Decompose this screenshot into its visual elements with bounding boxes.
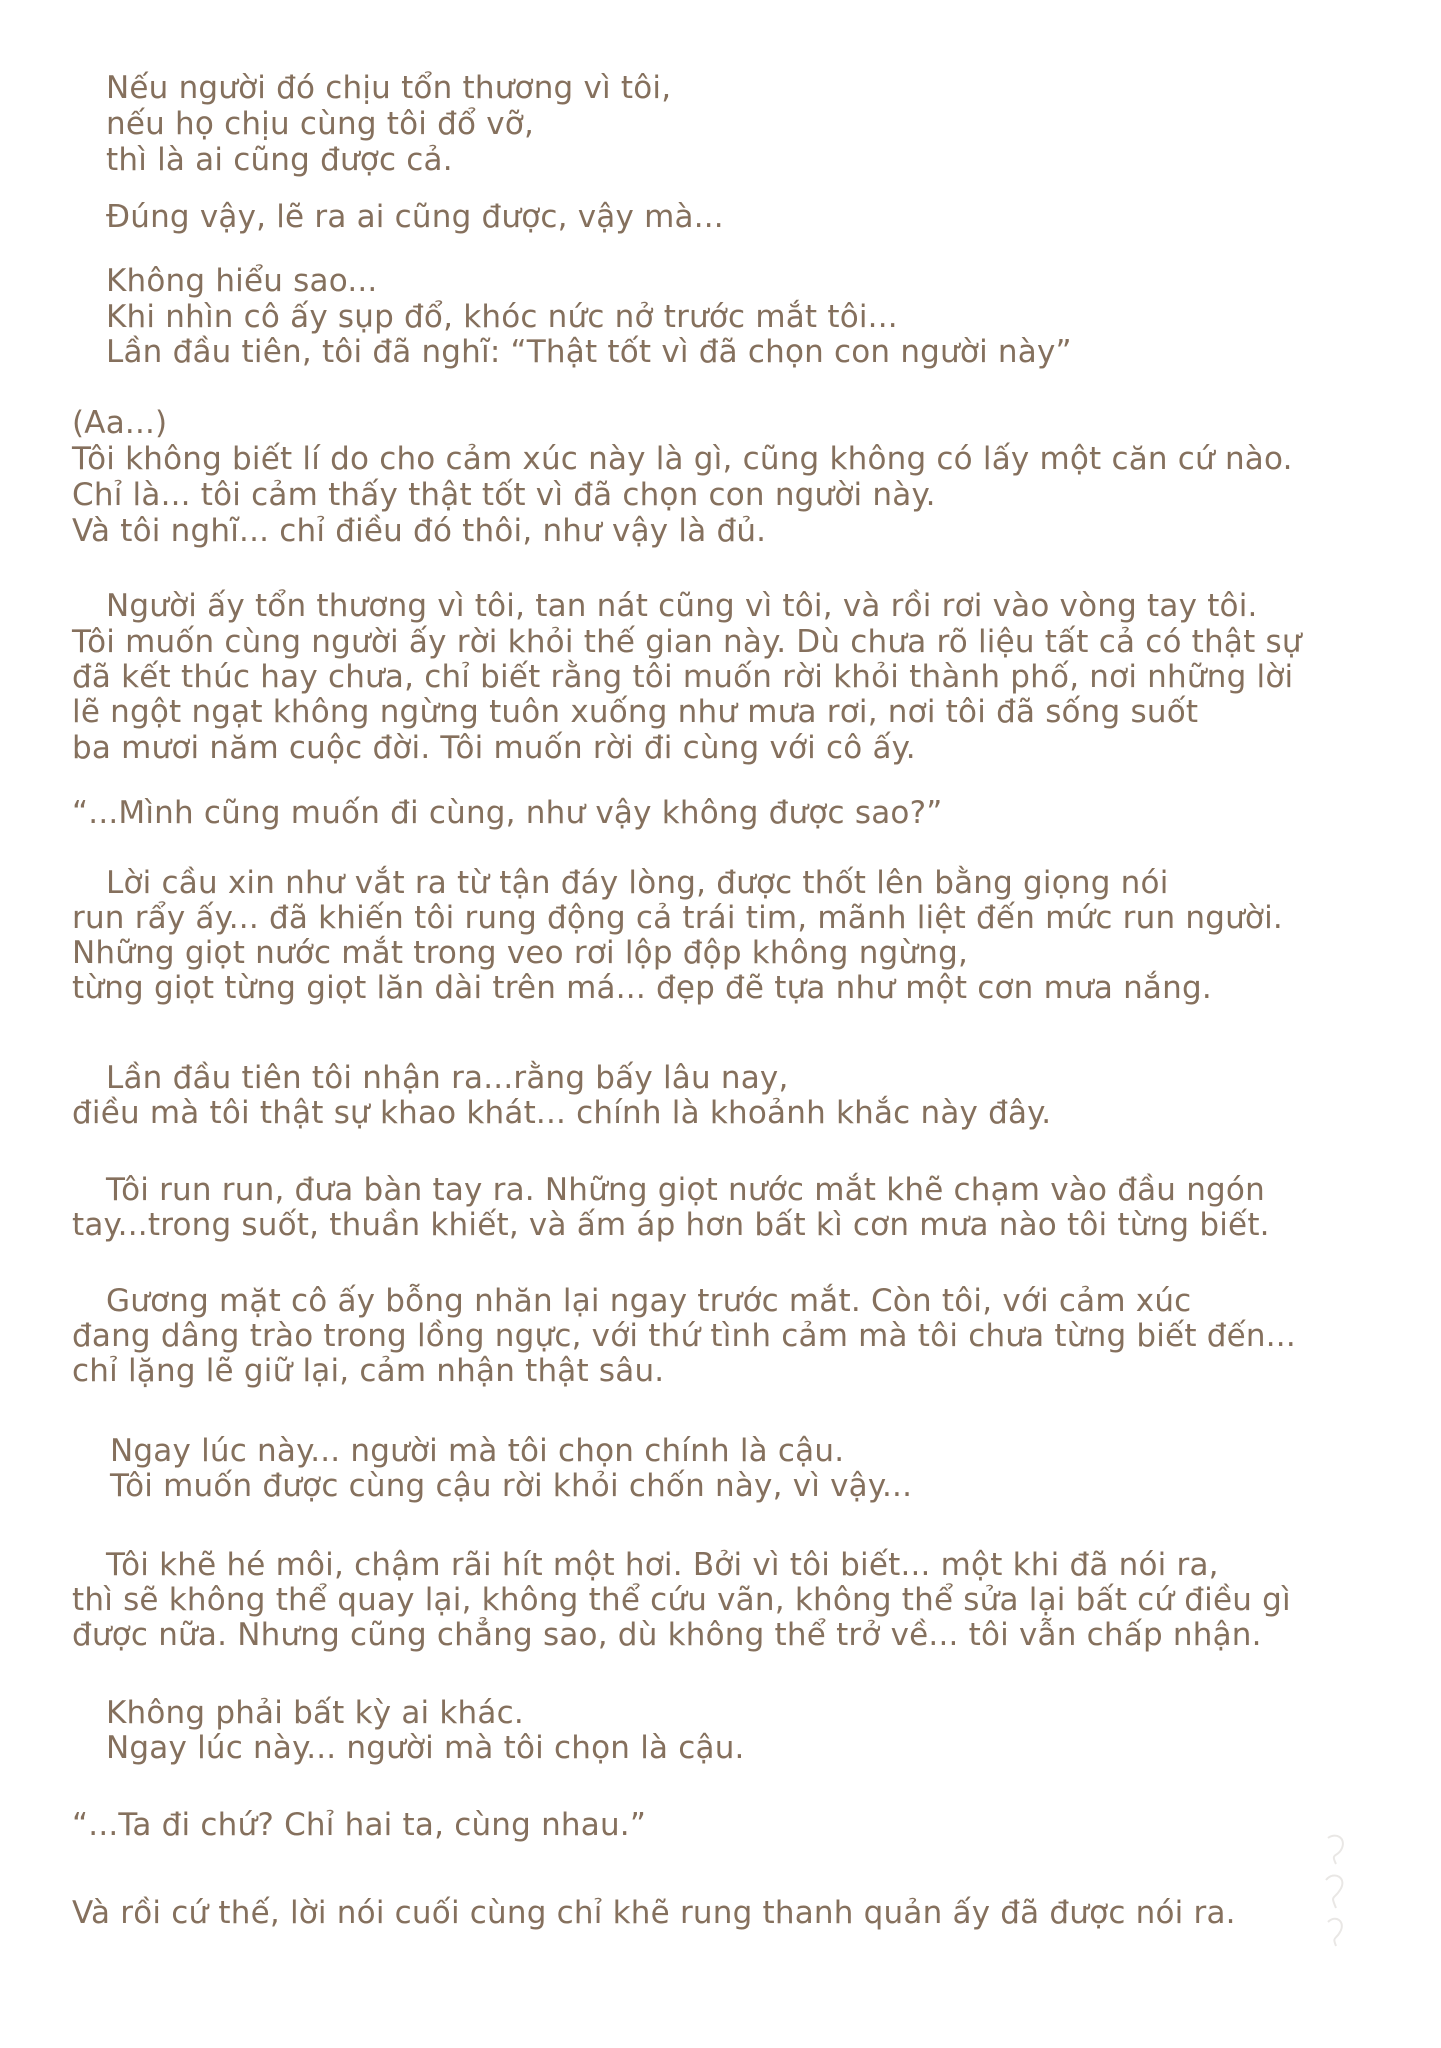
text-line: Lần đầu tiên, tôi đã nghĩ: “Thật tốt vì đã chọn con người này” bbox=[106, 334, 1072, 370]
text-line: Khi nhìn cô ấy sụp đổ, khóc nức nở trước mắt tôi... bbox=[106, 299, 898, 335]
text-line: được nữa. Nhưng cũng chẳng sao, dù không thể trở về... tôi vẫn chấp nhận. bbox=[72, 1617, 1262, 1653]
text-line: tay...trong suốt, thuần khiết, và ấm áp hơn bất kì cơn mưa nào tôi từng biết. bbox=[72, 1207, 1270, 1243]
text-line: từng giọt từng giọt lăn dài trên má... đẹp đẽ tựa như một cơn mưa nắng. bbox=[72, 970, 1212, 1006]
text-line: Tôi khẽ hé môi, chậm rãi hít một hơi. Bởi vì tôi biết... một khi đã nói ra, bbox=[106, 1547, 1219, 1583]
text-line: Tôi run run, đưa bàn tay ra. Những giọt nước mắt khẽ chạm vào đầu ngón bbox=[106, 1172, 1265, 1208]
text-line: Không hiểu sao... bbox=[106, 263, 378, 299]
text-line: đã kết thúc hay chưa, chỉ biết rằng tôi muốn rời khỏi thành phố, nơi những lời bbox=[72, 659, 1294, 695]
text-line: Đúng vậy, lẽ ra ai cũng được, vậy mà... bbox=[106, 199, 724, 235]
text-line: Ngay lúc này... người mà tôi chọn chính là cậu. bbox=[110, 1433, 845, 1469]
text-line: nếu họ chịu cùng tôi đổ vỡ, bbox=[106, 106, 535, 142]
text-line: Tôi muốn được cùng cậu rời khỏi chốn này, vì vậy... bbox=[110, 1468, 913, 1504]
text-line: thì sẽ không thể quay lại, không thể cứu vãn, không thể sửa lại bất cứ điều gì bbox=[72, 1582, 1291, 1618]
text-line: Và tôi nghĩ... chỉ điều đó thôi, như vậy là đủ. bbox=[72, 513, 767, 549]
text-line: Tôi muốn cùng người ấy rời khỏi thế gian này. Dù chưa rõ liệu tất cả có thật sự bbox=[72, 624, 1302, 660]
text-line: Không phải bất kỳ ai khác. bbox=[106, 1695, 524, 1731]
text-line: điều mà tôi thật sự khao khát... chính là khoảnh khắc này đây. bbox=[72, 1095, 1052, 1131]
text-line: Ngay lúc này... người mà tôi chọn là cậu. bbox=[106, 1730, 745, 1766]
text-line: Nếu người đó chịu tổn thương vì tôi, bbox=[106, 70, 672, 106]
text-line: thì là ai cũng được cả. bbox=[106, 142, 453, 178]
text-line: Chỉ là... tôi cảm thấy thật tốt vì đã chọn con người này. bbox=[72, 477, 936, 513]
text-line: Tôi không biết lí do cho cảm xúc này là gì, cũng không có lấy một căn cứ nào. bbox=[72, 441, 1293, 477]
text-line: chỉ lặng lẽ giữ lại, cảm nhận thật sâu. bbox=[72, 1353, 665, 1389]
text-line: Và rồi cứ thế, lời nói cuối cùng chỉ khẽ rung thanh quản ấy đã được nói ra. bbox=[72, 1895, 1236, 1931]
text-line: “...Mình cũng muốn đi cùng, như vậy không được sao?” bbox=[72, 795, 943, 831]
text-line: Lần đầu tiên tôi nhận ra...rằng bấy lâu nay, bbox=[106, 1060, 789, 1096]
text-line: run rẩy ấy... đã khiến tôi rung động cả trái tim, mãnh liệt đến mức run người. bbox=[72, 900, 1283, 936]
text-line: (Aa...) bbox=[72, 405, 168, 441]
text-line: “...Ta đi chứ? Chỉ hai ta, cùng nhau.” bbox=[72, 1807, 647, 1843]
text-line: Người ấy tổn thương vì tôi, tan nát cũng vì tôi, và rồi rơi vào vòng tay tôi. bbox=[106, 588, 1258, 624]
text-line: lẽ ngột ngạt không ngừng tuôn xuống như mưa rơi, nơi tôi đã sống suốt bbox=[72, 694, 1199, 730]
watermark-logo bbox=[1318, 1830, 1356, 1950]
text-line: Lời cầu xin như vắt ra từ tận đáy lòng, được thốt lên bằng giọng nói bbox=[106, 865, 1169, 901]
text-line: Những giọt nước mắt trong veo rơi lộp độp không ngừng, bbox=[72, 935, 969, 971]
text-line: ba mươi năm cuộc đời. Tôi muốn rời đi cùng với cô ấy. bbox=[72, 730, 916, 766]
text-line: Gương mặt cô ấy bỗng nhăn lại ngay trước mắt. Còn tôi, với cảm xúc bbox=[106, 1283, 1192, 1319]
text-line: đang dâng trào trong lồng ngực, với thứ tình cảm mà tôi chưa từng biết đến... bbox=[72, 1318, 1296, 1354]
